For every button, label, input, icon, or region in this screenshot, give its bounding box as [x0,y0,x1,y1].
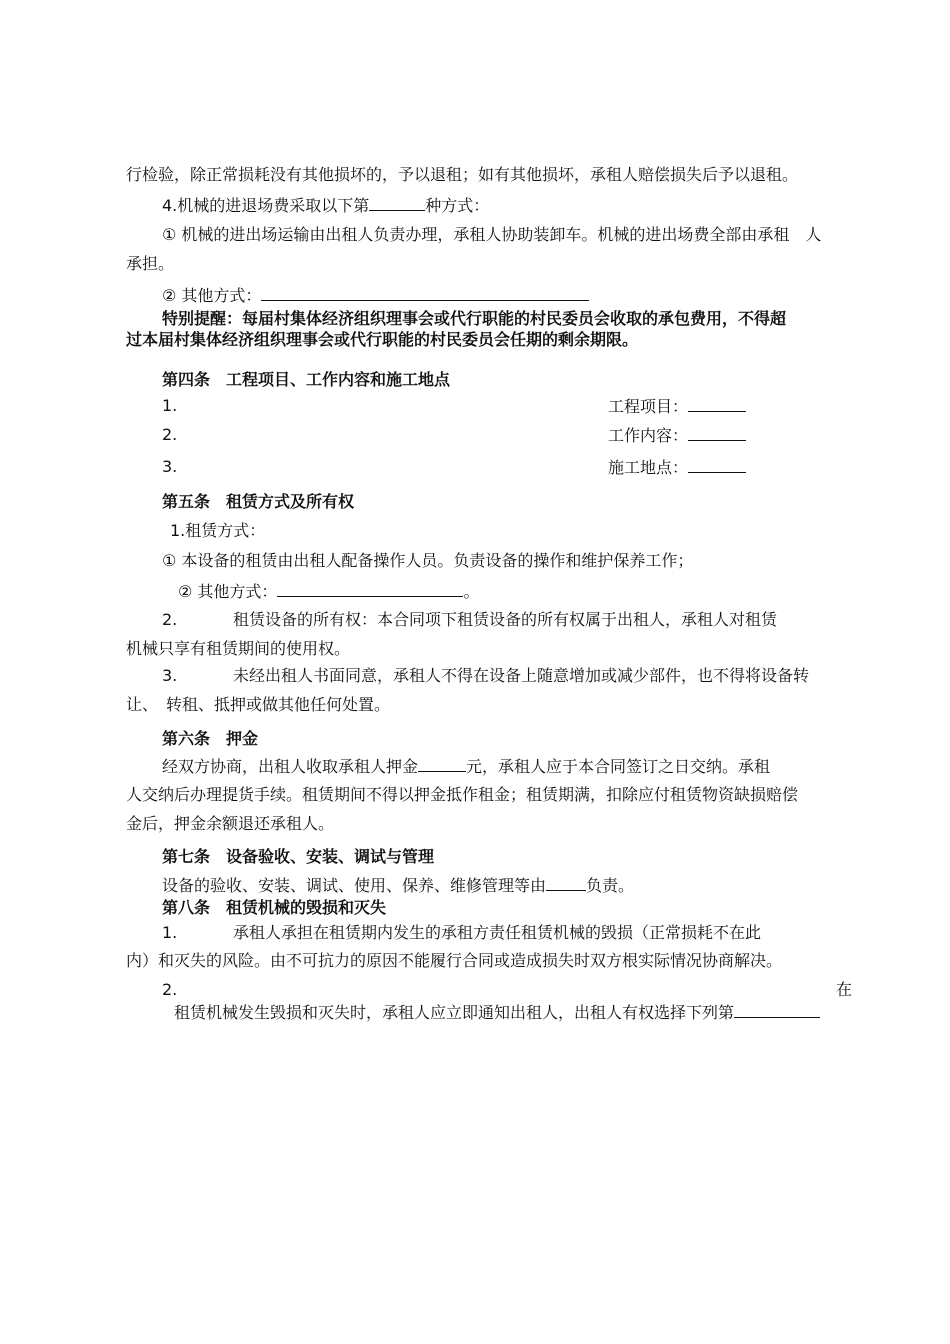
item-field [608,456,746,479]
text-line: 行检验，除正常损耗没有其他损坏的，予以退租；如有其他损坏，承租人赔偿损失后予以退租。 [126,165,799,184]
text-line [162,755,770,778]
paragraph-number: 3. [162,666,178,685]
text-line: 在 [836,980,853,999]
text-line [178,580,479,603]
text-fragment: 4.机械的进退场费采取以下第 [162,196,370,215]
blank-field [418,755,466,772]
text-fragment: 设备的验收、安装、调试、使用、保养、维修管理等由 [162,876,547,895]
text-line: ① 机械的进出场运输由出租人负责办理，承租人协助装卸车。机械的进出场费全部由承租 人 [162,225,822,244]
text-line [174,1001,820,1024]
text-line: 1.租赁方式： [170,521,266,540]
item-number: 2. [162,425,178,444]
text-fragment: 租赁机械发生毁损和灭失时，承租人应立即通知出租人，出租人有权选择下列第 [174,1003,735,1022]
blank-field [688,456,746,473]
blank-field [688,395,746,412]
article-title: 第五条 租赁方式及所有权 [162,492,355,511]
text-fragment: 。 [463,582,480,601]
text-line [162,284,589,307]
blank-field [546,874,586,891]
article-title: 第八条 租赁机械的毁损和灭失 [162,898,387,917]
text-fragment: 种方式： [425,196,490,215]
text-line: 内）和灭失的风险。由不可抗力的原因不能履行合同或造成损失时双方根实际情况协商解决。 [126,951,783,970]
notice-line: 特别提醒：每届村集体经济组织理事会或代行职能的村民委员会收取的承包费用，不得超 [162,309,787,328]
field-label: 施工地点： [608,458,689,477]
article-title: 第七条 设备验收、安装、调试与管理 [162,847,435,866]
text-line [162,874,634,897]
item-field [608,424,746,447]
blank-field [277,580,463,597]
text-fragment: 负责。 [586,876,635,895]
field-label: 工作内容： [608,426,689,445]
article-title: 第六条 押金 [162,729,259,748]
notice-line: 过本届村集体经济组织理事会或代行职能的村民委员会任期的剩余期限。 [126,330,639,349]
text-fragment: 元，承租人应于本合同签订之日交纳。承租 [466,757,771,776]
text-fragment: 经双方协商，出租人收取承租人押金 [162,757,419,776]
item-field [608,395,746,418]
text-line: 承租人承担在租赁期内发生的承租方责任租赁机械的毁损（正常损耗不在此 [233,923,762,942]
text-line: 承担。 [126,254,175,273]
paragraph-number: 2. [162,980,178,999]
item-number: 3. [162,457,178,476]
text-line: ① 本设备的租赁由出租人配备操作人员。负责设备的操作和维护保养工作； [162,551,694,570]
text-fragment: ② 其他方式： [178,582,278,601]
blank-field [261,284,589,301]
item-number: 1. [162,396,178,415]
field-label: 工程项目： [608,397,689,416]
blank-field [369,194,425,211]
text-line: 机械只享有租赁期间的使用权。 [126,639,351,658]
article-title: 第四条 工程项目、工作内容和施工地点 [162,370,451,389]
text-line [162,194,489,217]
blank-field [688,424,746,441]
text-line: 人交纳后办理提货手续。租赁期间不得以押金抵作租金；租赁期满，扣除应付租赁物资缺损赔偿 [126,785,799,804]
text-line: 让、 转租、抵押或做其他任何处置。 [126,695,391,714]
text-line: 金后，押金余额退还承租人。 [126,814,335,833]
paragraph-number: 2. [162,610,178,629]
text-line: 租赁设备的所有权：本合同项下租赁设备的所有权属于出租人，承租人对租赁 [233,610,778,629]
blank-field [734,1001,820,1018]
paragraph-number: 1. [162,923,178,942]
text-line: 未经出租人书面同意，承租人不得在设备上随意增加或减少部件，也不得将设备转 [233,666,810,685]
text-fragment: ② 其他方式： [162,286,262,305]
